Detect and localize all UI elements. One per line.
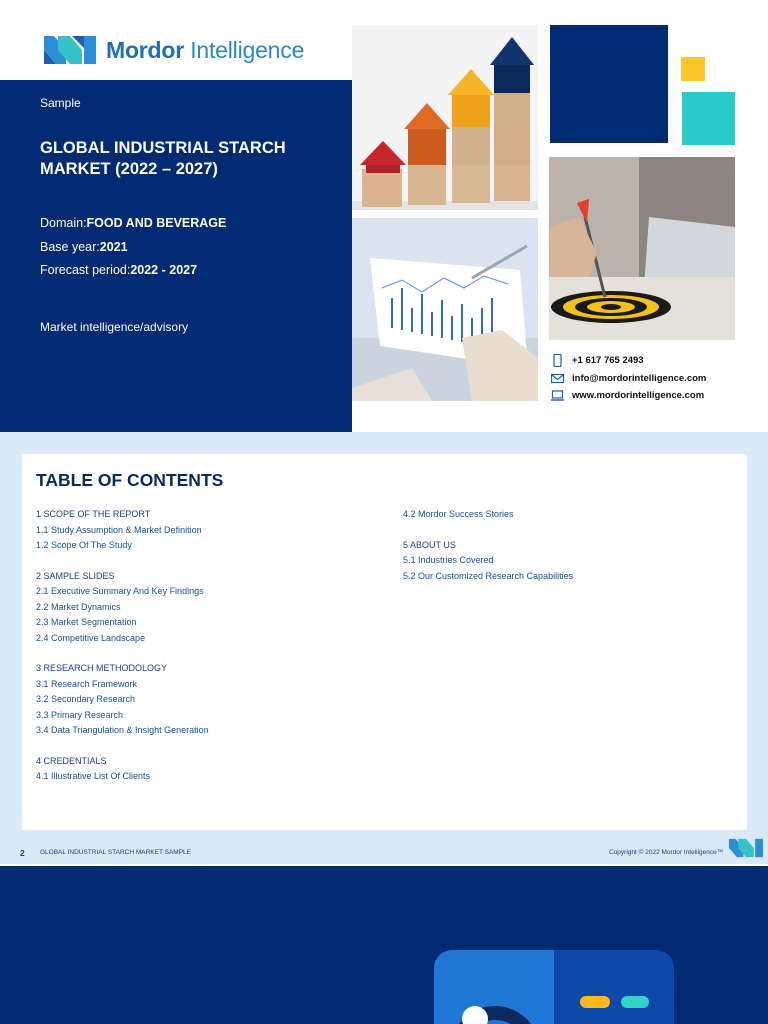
toc-entry[interactable]: 4.1 Illustrative List Of Clients bbox=[36, 771, 151, 781]
decor-square-navy bbox=[550, 25, 668, 143]
chart-analysis-photo bbox=[352, 218, 538, 401]
sample-label: Sample bbox=[40, 96, 81, 110]
toc-right-column bbox=[403, 507, 573, 584]
toc-spacer bbox=[36, 646, 209, 661]
page-footer bbox=[0, 842, 768, 864]
growth-blocks-photo bbox=[352, 25, 538, 210]
next-page-preview bbox=[0, 866, 768, 1024]
base-year-line: Base year:2021 bbox=[40, 240, 128, 254]
toc-entry[interactable]: 3.4 Data Triangulation & Insight Generation bbox=[36, 725, 209, 735]
domain-line: Domain:FOOD AND BEVERAGE bbox=[40, 216, 227, 230]
toc-title: TABLE OF CONTENTS bbox=[36, 470, 224, 490]
toc-entry[interactable]: 4.2 Mordor Success Stories bbox=[403, 509, 514, 519]
toc-left-column bbox=[36, 507, 209, 785]
toc-entry[interactable]: 5.2 Our Customized Research Capabilities bbox=[403, 570, 574, 581]
toc-section-heading[interactable]: 3 RESEARCH METHODOLOGY bbox=[36, 663, 168, 673]
laptop-icon bbox=[551, 389, 564, 402]
cover-info-panel bbox=[0, 80, 352, 432]
decor-square-yellow bbox=[681, 57, 705, 81]
toc-entry[interactable]: 2.4 Competitive Landscape bbox=[36, 632, 146, 643]
toc-entry[interactable]: 1.2 Scope Of The Study bbox=[36, 540, 132, 550]
contact-email[interactable]: info@mordorintelligence.com bbox=[551, 372, 706, 385]
toc-spacer bbox=[403, 523, 573, 538]
brand-name: Mordor Intelligence bbox=[106, 36, 305, 63]
phone-icon bbox=[551, 354, 564, 367]
toc-entry[interactable]: 2.2 Market Dynamics bbox=[36, 601, 121, 612]
footer-copyright: Copyright © 2022 Mordor Intelligence™ bbox=[609, 849, 724, 856]
toc-entry[interactable]: 2.1 Executive Summary And Key Findings bbox=[36, 586, 204, 596]
toc-entry[interactable]: 2.3 Market Segmentation bbox=[36, 617, 137, 627]
mordor-logo-icon bbox=[729, 838, 763, 858]
report-title: GLOBAL INDUSTRIAL STARCH MARKET (2022 – 2027) bbox=[40, 139, 286, 178]
toc-page bbox=[0, 432, 768, 864]
mail-icon bbox=[551, 372, 564, 385]
toc-section-heading[interactable]: 2 SAMPLE SLIDES bbox=[36, 570, 115, 581]
forecast-line: Forecast period:2022 - 2027 bbox=[40, 263, 198, 277]
toc-entry[interactable]: 3.1 Research Framework bbox=[36, 678, 138, 689]
page-number: 2 bbox=[20, 848, 25, 858]
cover-page bbox=[0, 0, 768, 432]
decor-pill-yellow bbox=[580, 996, 610, 1008]
brand-logo bbox=[44, 36, 304, 64]
toc-entry[interactable]: 3.3 Primary Research bbox=[36, 709, 124, 720]
toc-spacer bbox=[36, 739, 209, 754]
toc-entry[interactable]: 3.2 Secondary Research bbox=[36, 694, 136, 704]
toc-section-heading[interactable]: 1 SCOPE OF THE REPORT bbox=[36, 509, 151, 519]
toc-spacer bbox=[36, 554, 209, 569]
footer-doc-title: GLOBAL INDUSTRIAL STARCH MARKET SAMPLE bbox=[40, 849, 191, 856]
advisory-label: Market intelligence/advisory bbox=[40, 320, 189, 334]
contact-website[interactable]: www.mordorintelligence.com bbox=[551, 389, 704, 402]
illustration-card-right bbox=[554, 950, 674, 1024]
toc-card bbox=[22, 454, 747, 830]
toc-section-heading[interactable]: 4 CREDENTIALS bbox=[36, 755, 107, 766]
target-dart-photo bbox=[549, 157, 735, 340]
contact-phone: +1 617 765 2493 bbox=[551, 354, 644, 367]
toc-entry[interactable]: 5.1 Industries Covered bbox=[403, 555, 494, 565]
toc-section-heading[interactable]: 5 ABOUT US bbox=[403, 539, 456, 550]
decor-pill-teal bbox=[621, 996, 649, 1008]
decor-square-teal bbox=[682, 92, 735, 145]
toc-entry[interactable]: 1.1 Study Assumption & Market Definition bbox=[36, 524, 202, 535]
mordor-logo-icon bbox=[44, 36, 96, 64]
